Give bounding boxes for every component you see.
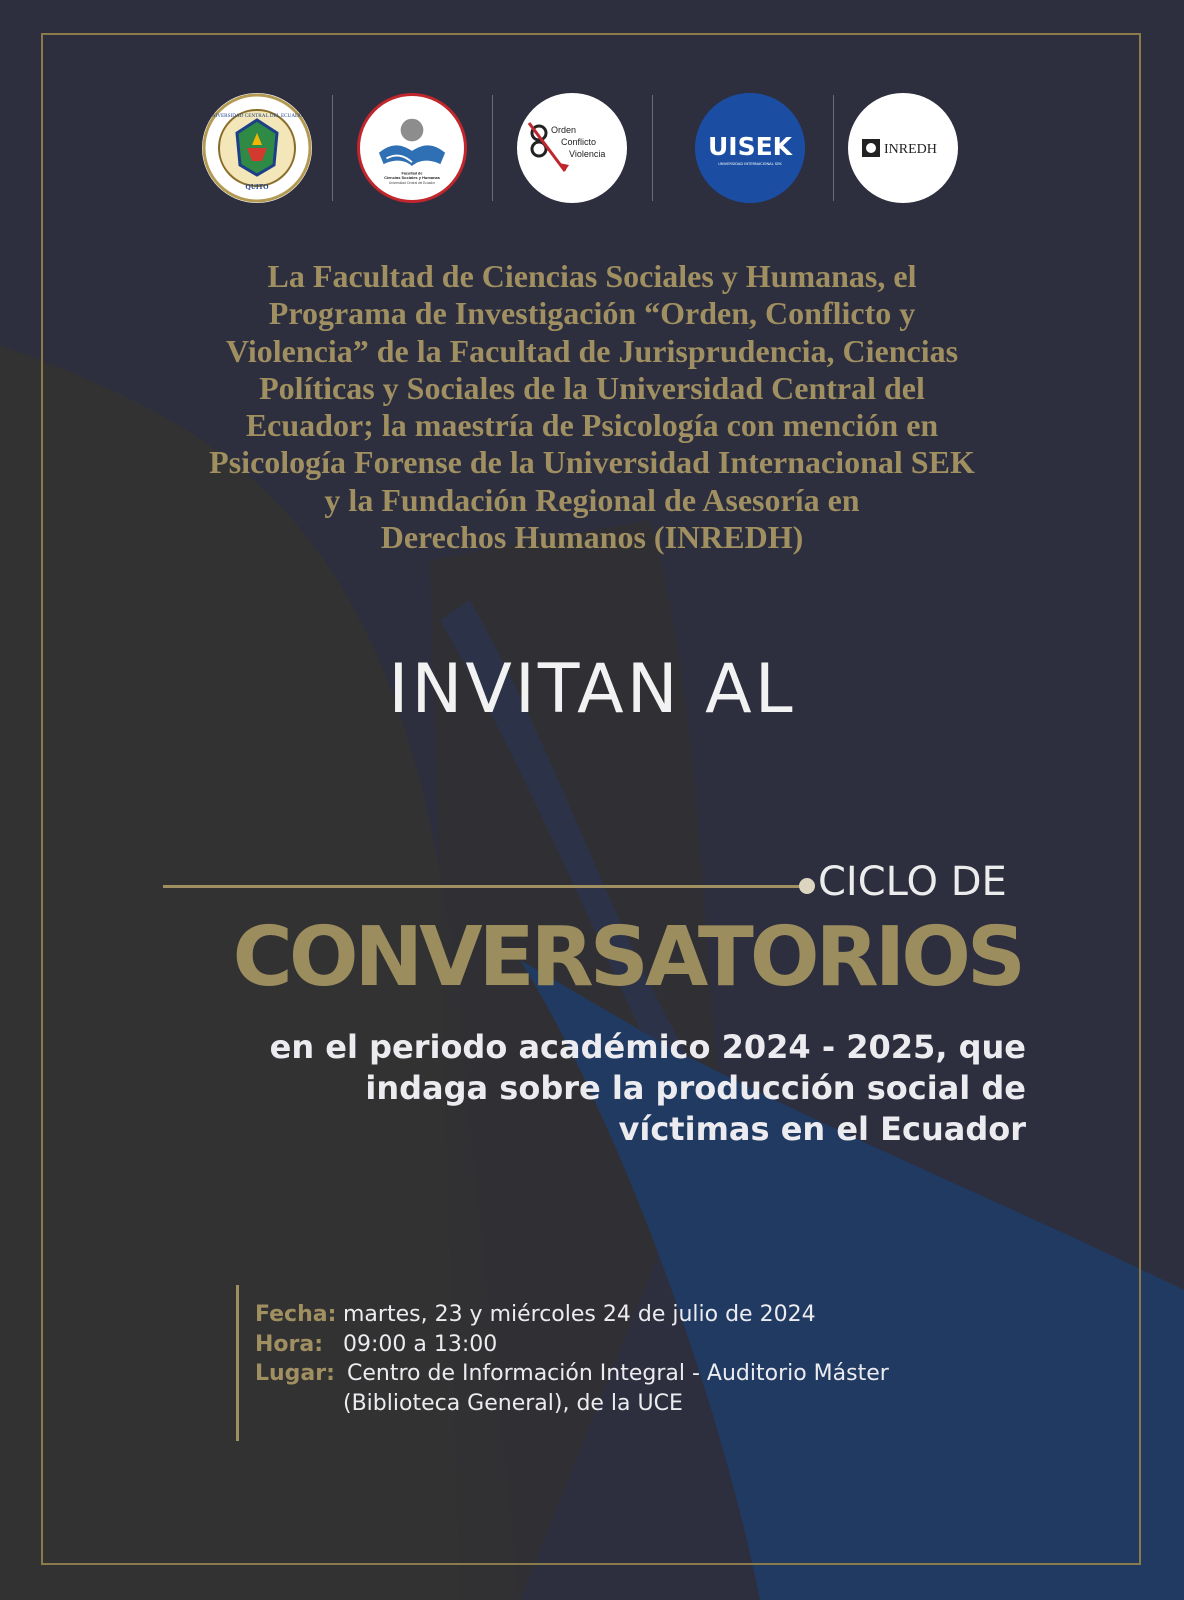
periodo-description [150, 1027, 1026, 1150]
hora-value: 09:00 a 13:00 [343, 1331, 498, 1357]
svg-text:UISEK: UISEK [707, 132, 793, 161]
fecha-label: Fecha: [255, 1302, 337, 1327]
svg-text:Violencia: Violencia [569, 149, 606, 159]
intro-line: Ecuador; la maestría de Psicología con mención en [245, 407, 939, 444]
intro-line: Psicología Forense de la Universidad Internacional SEK [209, 444, 975, 481]
intro-line: y la Fundación Regional de Asesoría en [324, 481, 860, 518]
intro-line: Políticas y Sociales de la Universidad Central del [259, 369, 925, 406]
intro-paragraph [150, 258, 1034, 556]
intro-line: La Facultad de Ciencias Sociales y Humanas, el [267, 258, 917, 294]
fecha-value: martes, 23 y miércoles 24 de julio de 2024 [343, 1302, 816, 1327]
logo-separator [332, 95, 333, 201]
logo-separator [652, 95, 653, 201]
svg-text:UNIVERSIDAD CENTRAL DEL ECUADO: UNIVERSIDAD CENTRAL DEL ECUADOR [207, 113, 307, 119]
lugar-value: Centro de Información Integral - Auditorio Máster [347, 1361, 889, 1386]
lugar-value-continued: (Biblioteca General), de la UCE [343, 1390, 683, 1416]
intro-line: Derechos Humanos (INREDH) [380, 519, 804, 556]
svg-text:UNIVERSIDAD INTERNACIONAL SEK: UNIVERSIDAD INTERNACIONAL SEK [718, 162, 782, 166]
uisek-logo [695, 93, 805, 203]
intro-line: Violencia” de la Facultad de Jurisprudencia, Ciencias [225, 332, 959, 369]
logo-separator [492, 95, 493, 201]
svg-text:Orden: Orden [551, 125, 577, 135]
inredh-logo [848, 93, 958, 203]
svg-text:INREDH: INREDH [884, 142, 937, 157]
lugar-row [255, 1359, 1015, 1389]
fecha-row [255, 1300, 1015, 1330]
hora-row [255, 1330, 1015, 1360]
periodo-line: indaga sobre la producción social de [365, 1069, 1026, 1107]
svg-text:Universidad Central del Ecuado: Universidad Central del Ecuador [388, 180, 436, 185]
svg-text:Conflicto: Conflicto [561, 137, 597, 147]
periodo-line: en el periodo académico 2024 - 2025, que [269, 1028, 1026, 1066]
logo-row [195, 90, 995, 210]
svg-text:Ciencias Sociales y Humanas: Ciencias Sociales y Humanas [384, 175, 440, 181]
ciclo-divider-dot [799, 878, 815, 894]
lugar-row-continued [255, 1389, 1015, 1419]
logo-separator [833, 95, 834, 201]
conversatorios-title: CONVERSATORIOS [232, 910, 1022, 1005]
hora-label: Hora: [255, 1331, 324, 1357]
ciclo-divider-line [163, 885, 803, 888]
periodo-line: víctimas en el Ecuador [618, 1110, 1026, 1148]
lugar-label: Lugar: [255, 1361, 335, 1386]
universidad-central-del-ecuador-seal [202, 93, 312, 203]
ciclo-de-heading: CICLO DE [818, 859, 1007, 905]
details-accent-bar [236, 1285, 239, 1441]
svg-text:QUITO: QUITO [245, 183, 269, 191]
orden-conflicto-violencia-logo [517, 93, 627, 203]
svg-text:Facultad de: Facultad de [401, 171, 423, 176]
invitan-heading: INVITAN AL [388, 650, 796, 729]
event-details [255, 1300, 1015, 1418]
facultad-ciencias-sociales-humanas-logo [357, 93, 467, 203]
intro-line: Programa de Investigación “Orden, Conflicto y [268, 295, 916, 332]
